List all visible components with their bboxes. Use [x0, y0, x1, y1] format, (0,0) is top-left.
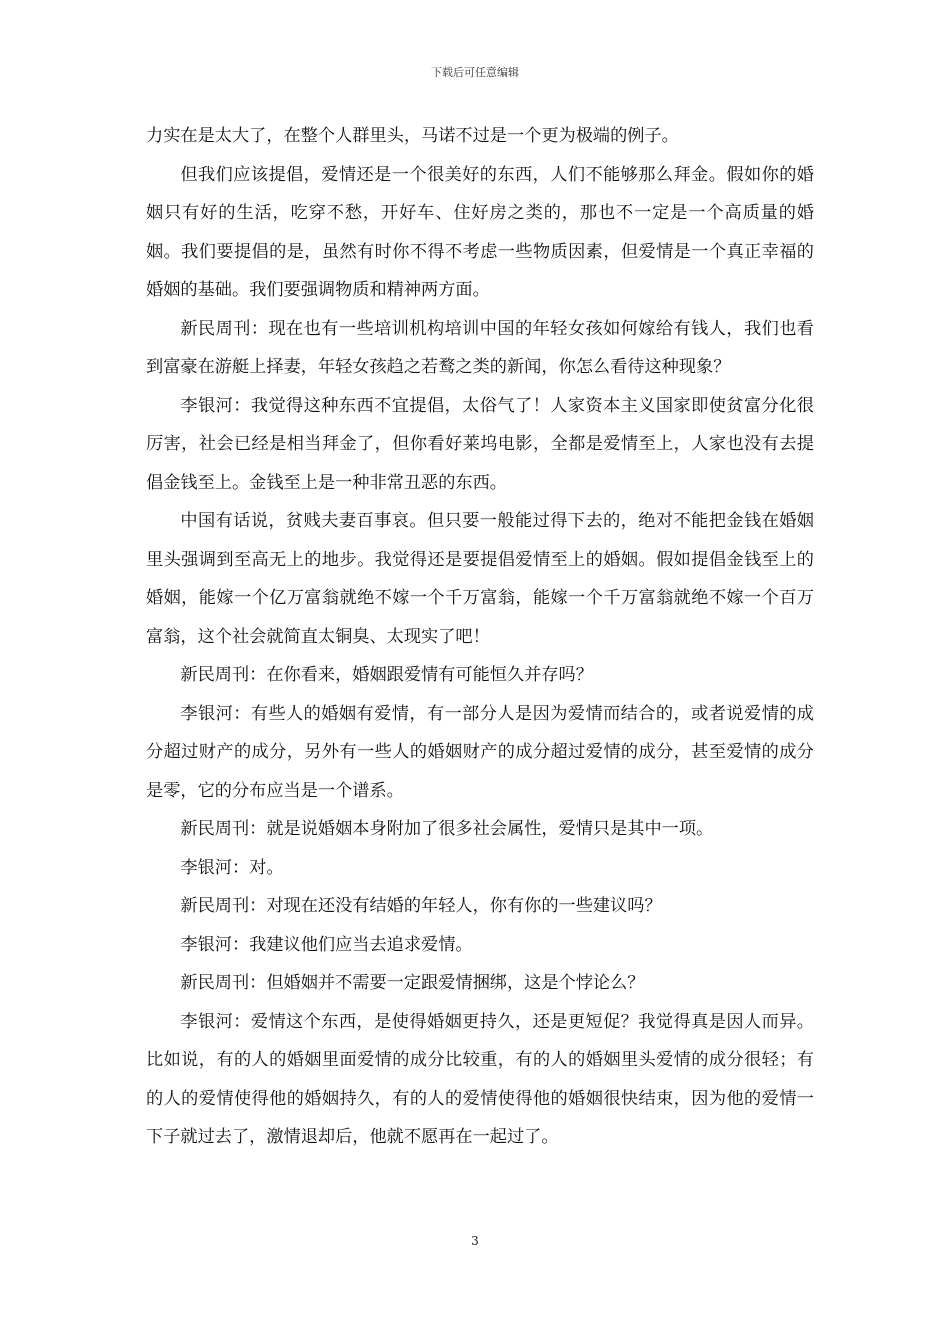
page-header: 下载后可任意编辑 — [431, 66, 519, 79]
paragraph-question: 新民周刊：在你看来，婚姻跟爱情有可能恒久并存吗？ — [180, 665, 593, 685]
paragraph-question: 新民周刊：就是说婚姻本身附加了很多社会属性，爱情只是其中一项。 — [180, 819, 714, 839]
paragraph-continuation: 力实在是太大了，在整个人群里头，马诺不过是一个更为极端的例子。 — [146, 126, 679, 146]
page-number: 3 — [471, 1234, 479, 1248]
paragraph-answer: 李银河：对。 — [180, 857, 284, 878]
paragraph: 但我们应该提倡，爱情还是一个很美好的东西，人们不能够那么拜金。假如你的婚姻只有好的生活，吃穿不愁，开好车、住好房之类的，那也不一定是一个高质量的婚姻。我们要提倡的是，虽然有时你不得不考虑一些物质因素，但爱情是一个真正幸福的婚姻的基础。我们要强调物质和精神两方面。 — [146, 164, 814, 300]
paragraph: 中国有话说，贫贱夫妻百事哀。但只要一般能过得下去的，绝对不能把金钱在婚姻里头强调到至高无上的地步。我觉得还是要提倡爱情至上的婚姻。假如提倡金钱至上的婚姻，能嫁一个亿万富翁就绝不嫁一个千万富翁，能嫁一个千万富翁就绝不嫁一个百万富翁，这个社会就简直太铜臭、太现实了吧！ — [146, 511, 814, 647]
document-body — [146, 117, 814, 1157]
paragraph-question: 新民周刊：现在也有一些培训机构培训中国的年轻女孩如何嫁给有钱人，我们也看到富豪在游艇上择妻，年轻女孩趋之若鹜之类的新闻，你怎么看待这种现象？ — [146, 318, 814, 377]
paragraph-answer: 李银河：我觉得这种东西不宜提倡，太俗气了！人家资本主义国家即使贫富分化很厉害，社会已经是相当拜金了，但你看好莱坞电影，全都是爱情至上，人家也没有去提倡金钱至上。金钱至上是一种非常丑恶的东西。 — [146, 395, 814, 493]
paragraph-question: 新民周刊：对现在还没有结婚的年轻人，你有你的一些建议吗？ — [180, 896, 662, 916]
paragraph-question: 新民周刊：但婚姻并不需要一定跟爱情捆绑，这是个悖论么？ — [180, 973, 645, 993]
paragraph-answer: 李银河：有些人的婚姻有爱情，有一部分人是因为爱情而结合的，或者说爱情的成分超过财产的成分，另外有一些人的婚姻财产的成分超过爱情的成分，甚至爱情的成分是零，它的分布应当是一个谱系。 — [146, 703, 814, 801]
paragraph-answer: 李银河：爱情这个东西，是使得婚姻更持久，还是更短促？我觉得真是因人而异。比如说，有的人的婚姻里面爱情的成分比较重，有的人的婚姻里头爱情的成分很轻；有的人的爱情使得他的婚姻持久，有的人的爱情使得他的婚姻很快结束，因为他的爱情一下子就过去了，激情退却后，他就不愿再在一起过了。 — [146, 1011, 814, 1147]
paragraph-answer: 李银河：我建议他们应当去追求爱情。 — [180, 934, 473, 955]
